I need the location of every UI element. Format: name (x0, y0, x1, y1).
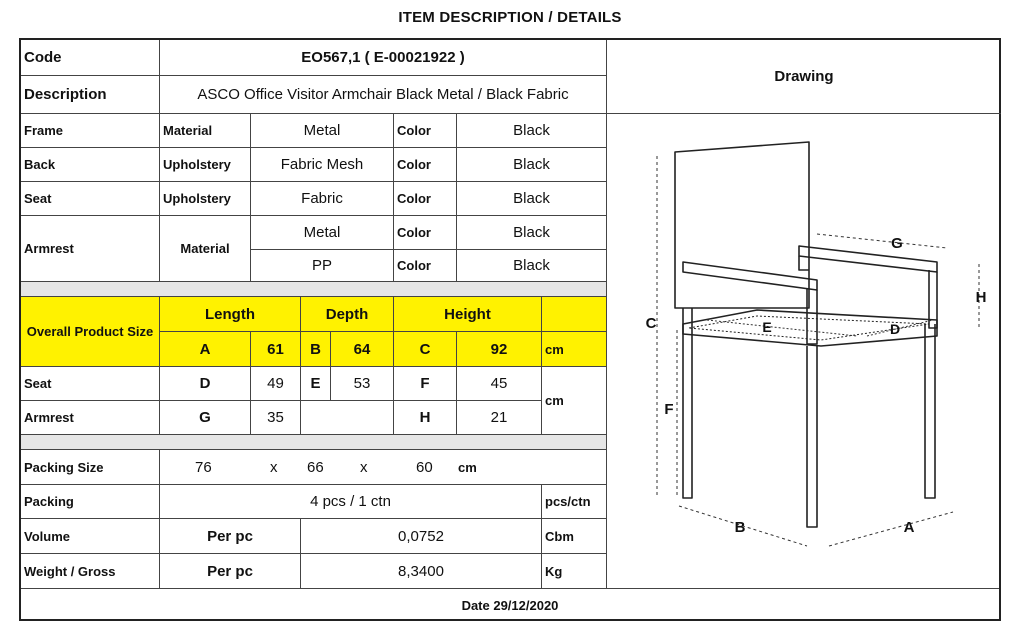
dimension-g-line (817, 234, 947, 248)
label-a: A (903, 519, 915, 536)
dim-e-value: 53 (331, 367, 394, 401)
overall-blank (542, 297, 607, 332)
dim-g-value: 35 (251, 401, 301, 435)
dim-d-letter: D (160, 367, 251, 401)
packing-unit: pcs/ctn (542, 485, 607, 519)
armrest-material-2: PP (251, 250, 394, 282)
frame-material: Metal (251, 114, 394, 148)
dim-g-letter: G (160, 401, 251, 435)
packing-value: 4 pcs / 1 ctn (160, 485, 542, 519)
label-e: E (762, 319, 772, 335)
armrest-blank (301, 401, 394, 435)
label-h: H (975, 289, 987, 306)
backrest-panel (675, 142, 809, 308)
dimension-a-line (829, 512, 953, 546)
packing-label: Packing (21, 485, 160, 519)
dim-h-value: 21 (457, 401, 542, 435)
label-c: C (645, 315, 657, 332)
front-left-leg (807, 346, 817, 527)
packing-size-unit: cm (458, 459, 477, 475)
overall-unit: cm (542, 332, 607, 367)
seat-color-label: Color (394, 182, 457, 216)
chair-drawing (607, 114, 1001, 588)
separator (21, 282, 607, 297)
armrest-label: Armrest (21, 216, 160, 282)
weight-value: 8,3400 (301, 554, 542, 588)
frame-label: Frame (21, 114, 160, 148)
page-title: ITEM DESCRIPTION / DETAILS (398, 9, 622, 26)
separator-2 (21, 435, 607, 450)
back-type: Upholstery (160, 148, 251, 182)
volume-unit: Cbm (542, 519, 607, 554)
volume-value: 0,0752 (301, 519, 542, 554)
weight-per: Per pc (160, 554, 301, 588)
armrest-type: Material (160, 216, 251, 282)
drawing-divider (606, 40, 607, 588)
volume-label: Volume (21, 519, 160, 554)
armrest-color: Black (457, 216, 607, 250)
dim-f-letter: F (394, 367, 457, 401)
back-right-leg (925, 324, 935, 498)
dim-c-value: 92 (457, 332, 542, 367)
description-value: ASCO Office Visitor Armchair Black Metal / Black Fabric (160, 76, 607, 114)
packing-size-value (160, 450, 607, 485)
dim-b-letter: B (301, 332, 331, 367)
code-value: EO567,1 ( E-00021922 ) (160, 40, 607, 76)
length-header: Length (160, 297, 301, 332)
left-armrest-top (683, 262, 817, 290)
dim-c-letter: C (394, 332, 457, 367)
armrest-color-2: Black (457, 250, 607, 282)
packing-x-2: x (360, 458, 368, 476)
label-g: G (891, 235, 903, 252)
spec-sheet (19, 38, 1001, 621)
description-label: Description (21, 76, 160, 114)
armrest-dims-label: Armrest (21, 401, 160, 435)
label-b: B (734, 519, 746, 536)
label-d: D (889, 321, 901, 337)
dim-a-letter: A (160, 332, 251, 367)
dim-a-value: 61 (251, 332, 301, 367)
armrest-color-label: Color (394, 216, 457, 250)
dimension-e-line (707, 320, 857, 336)
seat-material: Fabric (251, 182, 394, 216)
back-color-label: Color (394, 148, 457, 182)
frame-color-label: Color (394, 114, 457, 148)
code-label: Code (21, 40, 160, 76)
back-left-leg (683, 308, 692, 498)
packing-height: 60 (416, 458, 433, 476)
back-label: Back (21, 148, 160, 182)
seat-label: Seat (21, 182, 160, 216)
packing-size-label: Packing Size (21, 450, 160, 485)
footer-date: Date 29/12/2020 (21, 588, 999, 621)
drawing-label: Drawing (607, 40, 1001, 114)
packing-width: 66 (307, 458, 324, 476)
right-armrest-top (799, 246, 937, 272)
height-header: Height (394, 297, 542, 332)
packing-x-1: x (270, 458, 278, 476)
packing-length: 76 (195, 458, 212, 476)
dims-unit: cm (542, 367, 607, 435)
seat-type: Upholstery (160, 182, 251, 216)
back-material: Fabric Mesh (251, 148, 394, 182)
depth-header: Depth (301, 297, 394, 332)
dim-e-letter: E (301, 367, 331, 401)
dim-b-value: 64 (331, 332, 394, 367)
frame-color: Black (457, 114, 607, 148)
seat-color: Black (457, 182, 607, 216)
armrest-material: Metal (251, 216, 394, 250)
dim-d-value: 49 (251, 367, 301, 401)
chair-drawing-svg (607, 114, 1001, 588)
back-color: Black (457, 148, 607, 182)
label-f: F (664, 401, 674, 418)
right-armrest-join (799, 256, 809, 270)
weight-label: Weight / Gross (21, 554, 160, 588)
seat-dims-label: Seat (21, 367, 160, 401)
overall-size-label: Overall Product Size (21, 297, 160, 367)
weight-unit: Kg (542, 554, 607, 588)
volume-per: Per pc (160, 519, 301, 554)
dim-h-letter: H (394, 401, 457, 435)
frame-type: Material (160, 114, 251, 148)
armrest-color-label-2: Color (394, 250, 457, 282)
dim-f-value: 45 (457, 367, 542, 401)
